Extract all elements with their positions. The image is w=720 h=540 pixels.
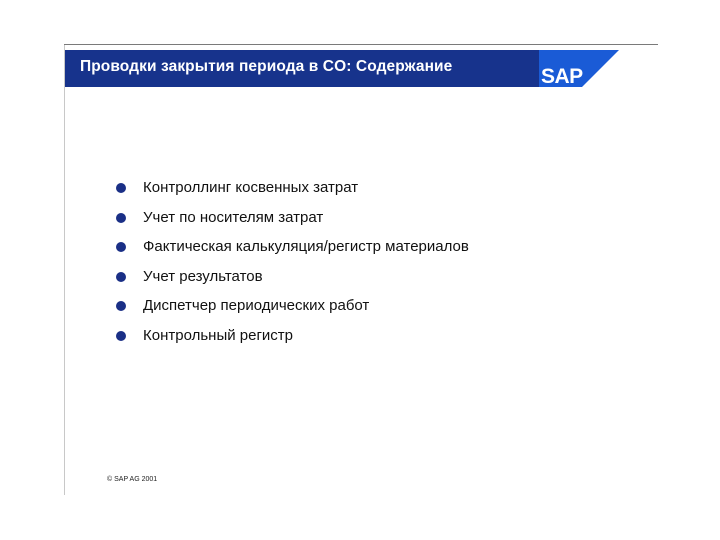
list-item bbox=[114, 324, 469, 354]
left-divider bbox=[64, 45, 65, 495]
bullet-icon bbox=[116, 331, 126, 341]
sap-logo bbox=[539, 50, 619, 87]
list-item-label: Учет результатов bbox=[143, 267, 263, 285]
list-item-label: Диспетчер периодических работ bbox=[143, 297, 370, 315]
list-item bbox=[114, 294, 469, 324]
sap-logo-text: SAP bbox=[541, 65, 583, 87]
list-item bbox=[114, 206, 469, 236]
list-item-label: Контроллинг косвенных затрат bbox=[143, 179, 359, 196]
list-item bbox=[114, 265, 469, 295]
bullet-icon bbox=[116, 183, 126, 193]
copyright-notice: © SAP AG 2001 bbox=[107, 476, 158, 483]
slide-title: Проводки закрытия периода в CO: Содержание bbox=[80, 58, 453, 75]
list-item bbox=[114, 235, 469, 265]
top-divider bbox=[64, 44, 658, 45]
bullet-icon bbox=[116, 213, 126, 223]
bullet-icon bbox=[116, 301, 126, 311]
list-item-label: Фактическая калькуляция/регистр материалов bbox=[143, 238, 469, 256]
list-item bbox=[114, 176, 469, 206]
bullet-icon bbox=[116, 242, 126, 252]
bullet-list bbox=[114, 176, 469, 354]
bullet-icon bbox=[116, 272, 126, 282]
list-item-label: Контрольный регистр bbox=[143, 326, 294, 344]
list-item-label: Учет по носителям затрат bbox=[143, 208, 324, 226]
